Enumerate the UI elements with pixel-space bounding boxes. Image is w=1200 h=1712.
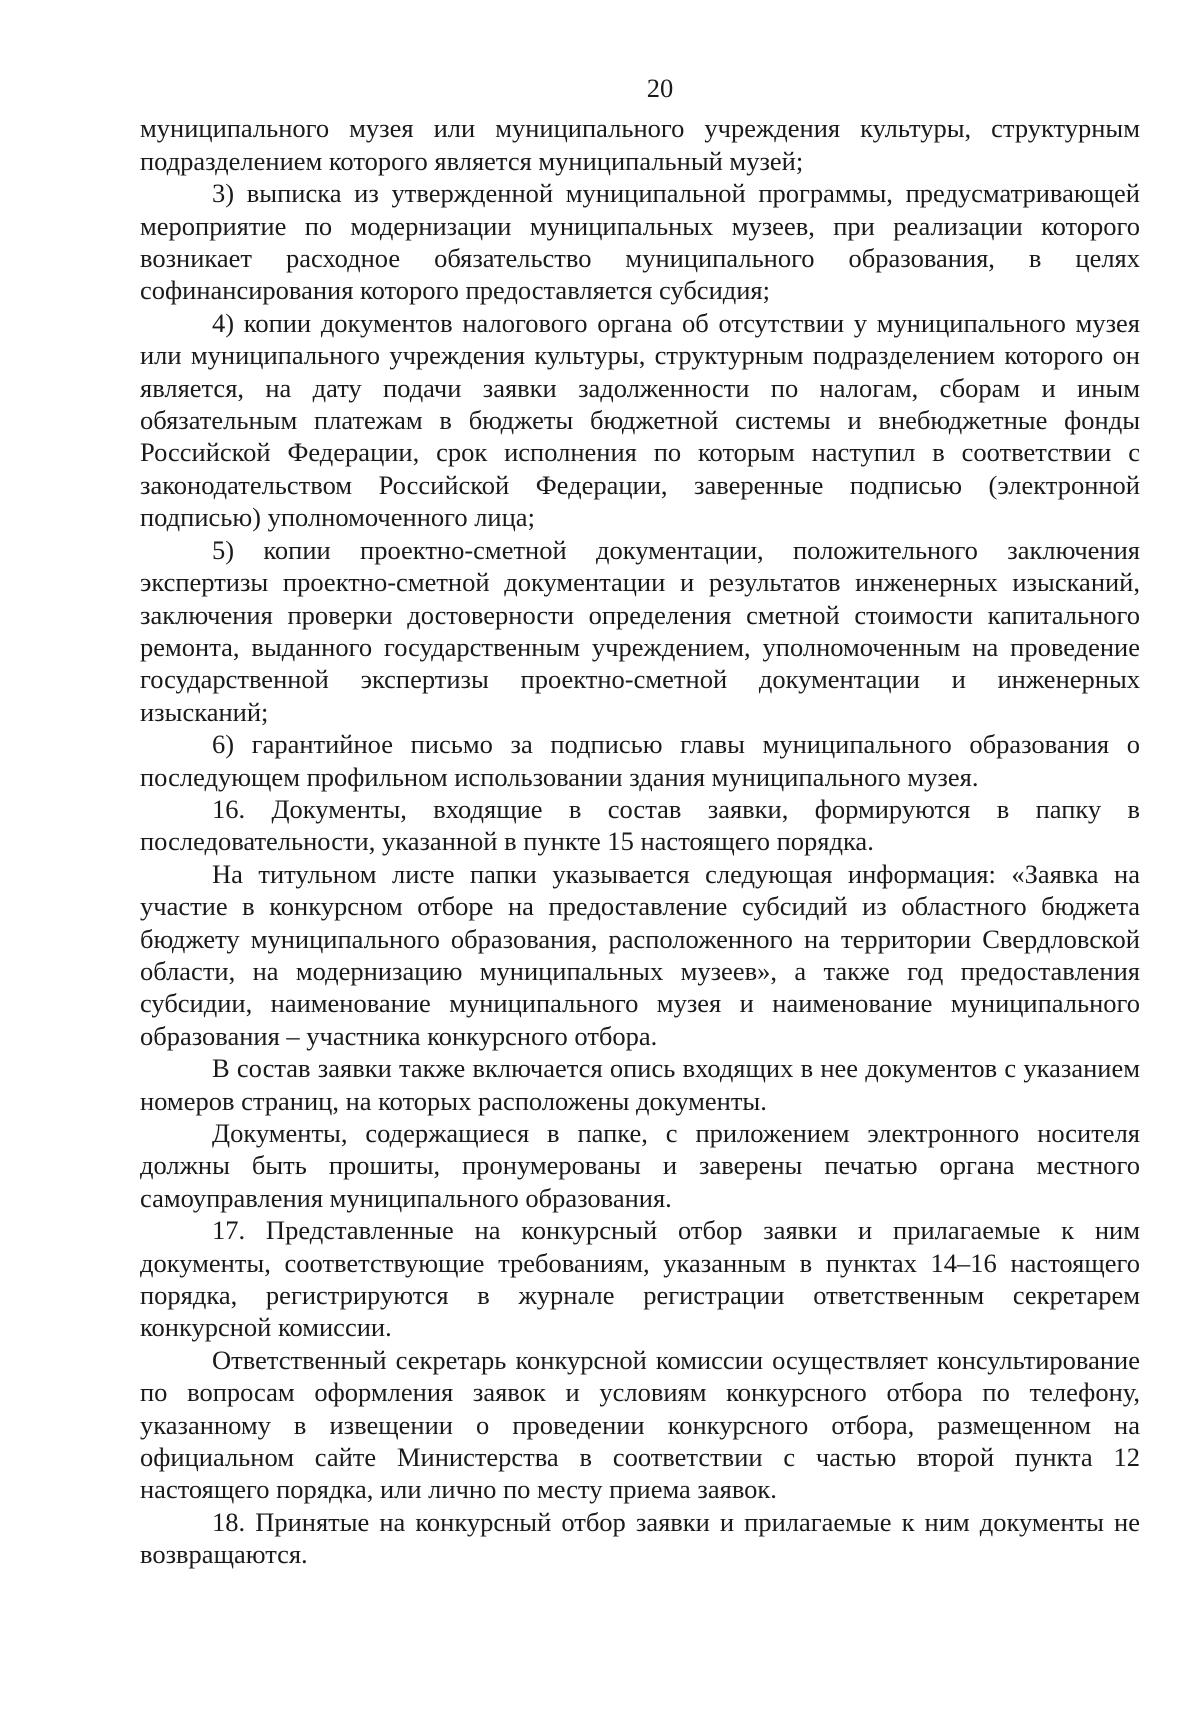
paragraph-clause-18: 18. Принятые на конкурсный отбор заявки и прилагаемые к ним документы не возвращаются. [140, 1506, 1140, 1570]
paragraph-secretary: Ответственный секретарь конкурсной комиссии осуществляет консультирование по вопросам оформления заявок и условиям конкурсного отбора по телефону, указанному в извещении о проведении конкурсного отбора, размещенном на официальном сайте Министерства в соответствии с частью второй пункта 12 настоящего порядка, или лично по месту приема заявок. [140, 1344, 1140, 1505]
paragraph-item-5: 5) копии проектно-сметной документации, положительного заключения экспертизы проектно-сметной документации и результатов инженерных изысканий, заключения проверки достоверности определения сметной стоимости капитального ремонта, выданного государственным учреждением, уполномоченным на проведение государственной экспертизы проектно-сметной документации и инженерных изысканий; [140, 534, 1140, 727]
paragraph-title-sheet: На титульном листе папки указывается следующая информация: «Заявка на участие в конкурсном отборе на предоставление субсидий из областного бюджета бюджету муниципального образования, расположенного на территории Свердловской области, на модернизацию муниципальных музеев», а также год предоставления субсидии, наименование муниципального музея и наименование муниципального образования – участника конкурсного отбора. [140, 858, 1140, 1051]
paragraph-clause-17: 17. Представленные на конкурсный отбор заявки и прилагаемые к ним документы, соответствующие требованиям, указанным в пунктах 14–16 настоящего порядка, регистрируются в журнале регистрации ответственным секретарем конкурсной комиссии. [140, 1215, 1140, 1343]
paragraph-inventory: В состав заявки также включается опись входящих в нее документов с указанием номеров страниц, на которых расположены документы. [140, 1053, 1140, 1116]
paragraph-item-4: 4) копии документов налогового органа об отсутствии у муниципального музея или муниципального учреждения культуры, структурным подразделением которого он является, на дату подачи заявки задолженности по налогам, сборам и иным обязательным платежам в бюджеты бюджетной системы и внебюджетные фонды Российской Федерации, срок исполнения по которым наступил в соответствии с законодательством Российской Федерации, заверенные подписью (электронной подписью) уполномоченного лица; [140, 307, 1140, 533]
paragraph-clause-16: 16. Документы, входящие в состав заявки, формируются в папку в последовательности, указанной в пункте 15 настоящего порядка. [140, 793, 1140, 857]
document-page [140, 72, 1140, 1571]
paragraph-item-3: 3) выписка из утвержденной муниципальной программы, предусматривающей мероприятие по модернизации муниципальных музеев, при реализации которого возникает расходное обязательство муниципального образования, в целях софинансирования которого предоставляется субсидия; [140, 178, 1140, 306]
page-number: 20 [646, 73, 674, 103]
paragraph-continuation: муниципального музея или муниципального учреждения культуры, структурным подразделением которого является муниципальный музей; [140, 113, 1140, 176]
paragraph-binding: Документы, содержащиеся в папке, с приложением электронного носителя должны быть прошиты, пронумерованы и заверены печатью органа местного самоуправления муниципального образования. [140, 1118, 1140, 1213]
paragraph-item-6: 6) гарантийное письмо за подписью главы муниципального образования о последующем профильном использовании здания муниципального музея. [140, 729, 1140, 792]
